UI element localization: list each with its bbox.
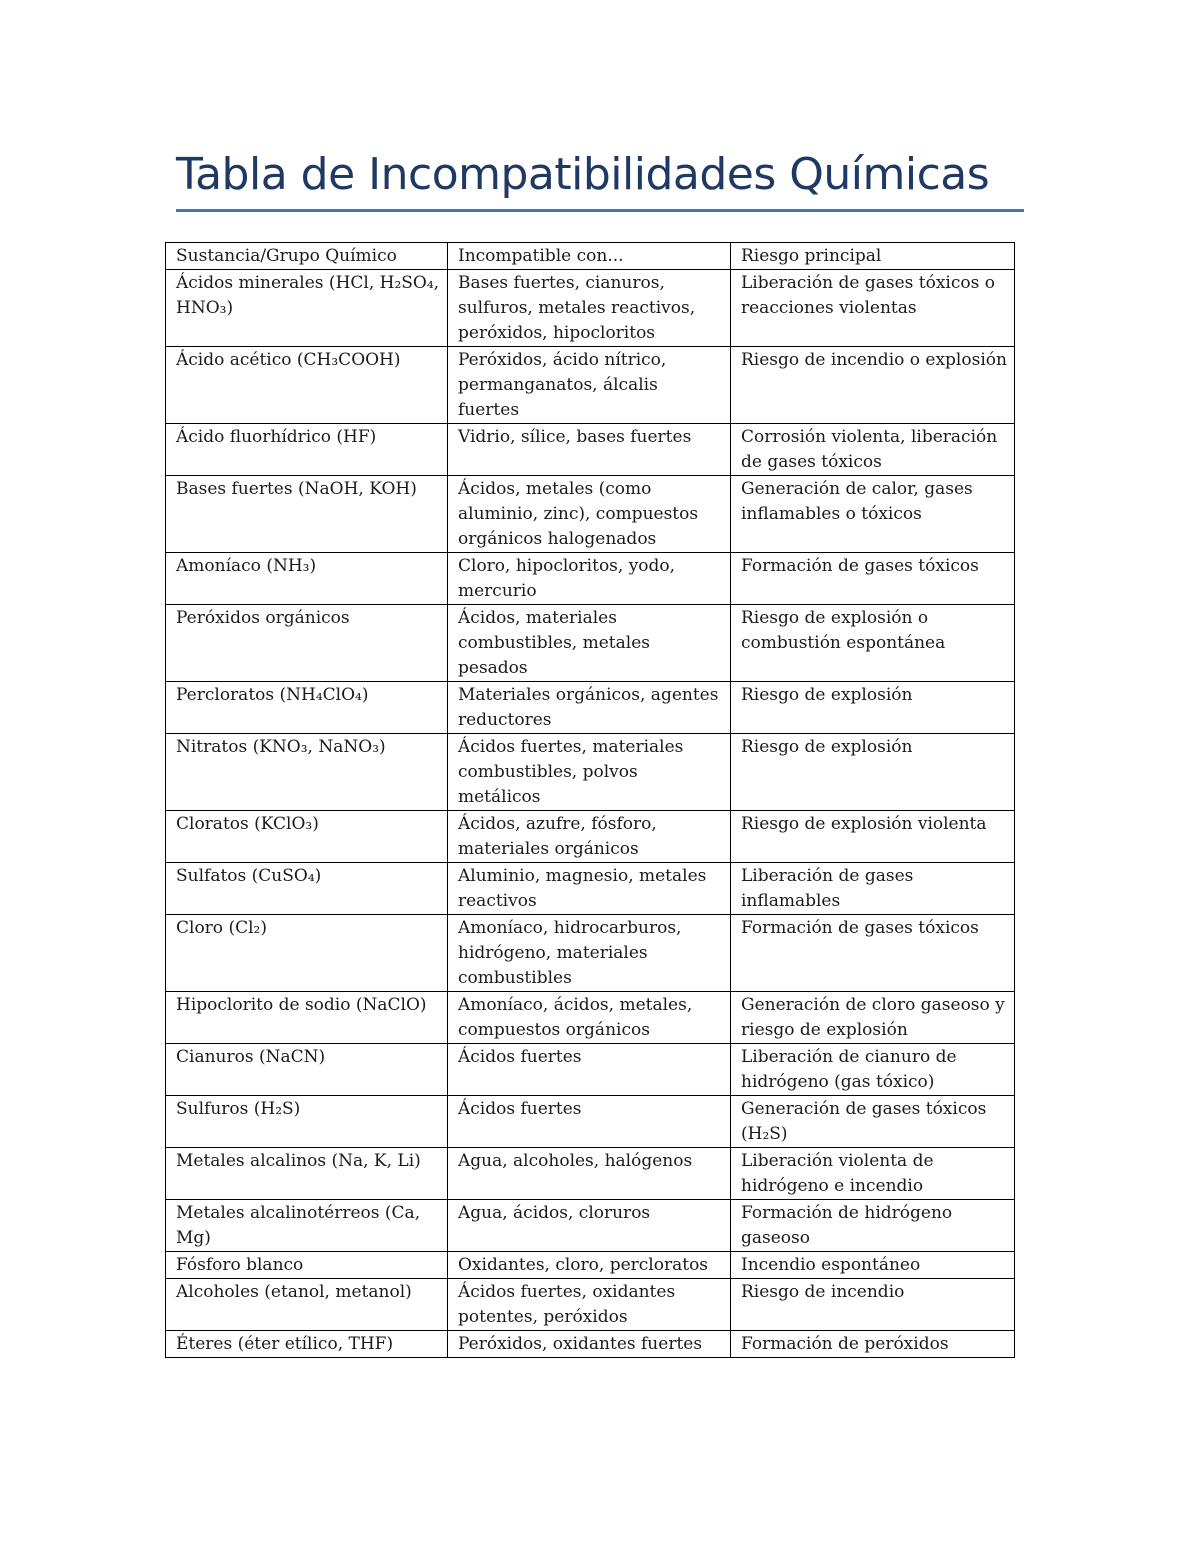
cell-main-risk: Riesgo de explosión	[731, 682, 1015, 734]
incompatibility-table	[165, 242, 1015, 1358]
cell-substance: Metales alcalinos (Na, K, Li)	[166, 1148, 448, 1200]
cell-main-risk: Riesgo de explosión o combustión espontánea	[731, 605, 1015, 682]
cell-main-risk: Generación de cloro gaseoso y riesgo de explosión	[731, 992, 1015, 1044]
table-row	[166, 553, 1015, 605]
cell-main-risk: Riesgo de incendio o explosión	[731, 347, 1015, 424]
cell-substance: Peróxidos orgánicos	[166, 605, 448, 682]
cell-substance: Amoníaco (NH₃)	[166, 553, 448, 605]
table-row	[166, 1252, 1015, 1279]
cell-substance: Sulfuros (H₂S)	[166, 1096, 448, 1148]
cell-substance: Fósforo blanco	[166, 1252, 448, 1279]
table-row	[166, 1331, 1015, 1358]
cell-incompatible-with: Ácidos fuertes	[448, 1044, 731, 1096]
table-row	[166, 270, 1015, 347]
cell-substance: Cloratos (KClO₃)	[166, 811, 448, 863]
cell-substance: Cianuros (NaCN)	[166, 1044, 448, 1096]
cell-main-risk: Riesgo de explosión violenta	[731, 811, 1015, 863]
cell-incompatible-with: Aluminio, magnesio, metales reactivos	[448, 863, 731, 915]
table-row	[166, 682, 1015, 734]
cell-incompatible-with: Materiales orgánicos, agentes reductores	[448, 682, 731, 734]
cell-substance: Metales alcalinotérreos (Ca, Mg)	[166, 1200, 448, 1252]
cell-main-risk: Liberación de gases inflamables	[731, 863, 1015, 915]
cell-substance: Sulfatos (CuSO₄)	[166, 863, 448, 915]
cell-main-risk: Generación de calor, gases inflamables o tóxicos	[731, 476, 1015, 553]
cell-incompatible-with: Peróxidos, oxidantes fuertes	[448, 1331, 731, 1358]
cell-incompatible-with: Peróxidos, ácido nítrico, permanganatos, álcalis fuertes	[448, 347, 731, 424]
table-row	[166, 1148, 1015, 1200]
cell-substance: Ácido fluorhídrico (HF)	[166, 424, 448, 476]
column-header-substance: Sustancia/Grupo Químico	[166, 243, 448, 270]
cell-incompatible-with: Ácidos fuertes	[448, 1096, 731, 1148]
table-row	[166, 1044, 1015, 1096]
column-header-risk: Riesgo principal	[731, 243, 1015, 270]
title-underline	[176, 209, 1024, 212]
cell-substance: Nitratos (KNO₃, NaNO₃)	[166, 734, 448, 811]
cell-main-risk: Generación de gases tóxicos (H₂S)	[731, 1096, 1015, 1148]
table-row	[166, 1279, 1015, 1331]
table-body	[166, 270, 1015, 1358]
table-row	[166, 915, 1015, 992]
cell-main-risk: Riesgo de explosión	[731, 734, 1015, 811]
cell-substance: Éteres (éter etílico, THF)	[166, 1331, 448, 1358]
cell-incompatible-with: Ácidos, azufre, fósforo, materiales orgánicos	[448, 811, 731, 863]
cell-main-risk: Corrosión violenta, liberación de gases tóxicos	[731, 424, 1015, 476]
table-row	[166, 424, 1015, 476]
cell-incompatible-with: Ácidos fuertes, oxidantes potentes, peróxidos	[448, 1279, 731, 1331]
cell-incompatible-with: Vidrio, sílice, bases fuertes	[448, 424, 731, 476]
cell-incompatible-with: Amoníaco, ácidos, metales, compuestos orgánicos	[448, 992, 731, 1044]
table-row	[166, 1096, 1015, 1148]
cell-main-risk: Formación de peróxidos	[731, 1331, 1015, 1358]
cell-incompatible-with: Oxidantes, cloro, percloratos	[448, 1252, 731, 1279]
cell-main-risk: Formación de hidrógeno gaseoso	[731, 1200, 1015, 1252]
cell-substance: Hipoclorito de sodio (NaClO)	[166, 992, 448, 1044]
cell-substance: Bases fuertes (NaOH, KOH)	[166, 476, 448, 553]
cell-incompatible-with: Bases fuertes, cianuros, sulfuros, metales reactivos, peróxidos, hipocloritos	[448, 270, 731, 347]
cell-incompatible-with: Amoníaco, hidrocarburos, hidrógeno, materiales combustibles	[448, 915, 731, 992]
table-row	[166, 811, 1015, 863]
table-row	[166, 476, 1015, 553]
cell-substance: Ácido acético (CH₃COOH)	[166, 347, 448, 424]
cell-main-risk: Incendio espontáneo	[731, 1252, 1015, 1279]
table-row	[166, 992, 1015, 1044]
cell-incompatible-with: Ácidos, materiales combustibles, metales pesados	[448, 605, 731, 682]
cell-main-risk: Liberación de cianuro de hidrógeno (gas tóxico)	[731, 1044, 1015, 1096]
page-title: Tabla de Incompatibilidades Químicas	[176, 149, 990, 200]
table-row	[166, 605, 1015, 682]
cell-incompatible-with: Agua, alcoholes, halógenos	[448, 1148, 731, 1200]
cell-incompatible-with: Cloro, hipocloritos, yodo, mercurio	[448, 553, 731, 605]
cell-main-risk: Liberación violenta de hidrógeno e incendio	[731, 1148, 1015, 1200]
table-row	[166, 347, 1015, 424]
cell-incompatible-with: Agua, ácidos, cloruros	[448, 1200, 731, 1252]
column-header-incompatible: Incompatible con...	[448, 243, 731, 270]
cell-main-risk: Formación de gases tóxicos	[731, 915, 1015, 992]
cell-main-risk: Liberación de gases tóxicos o reacciones violentas	[731, 270, 1015, 347]
cell-incompatible-with: Ácidos fuertes, materiales combustibles, polvos metálicos	[448, 734, 731, 811]
cell-incompatible-with: Ácidos, metales (como aluminio, zinc), compuestos orgánicos halogenados	[448, 476, 731, 553]
cell-substance: Ácidos minerales (HCl, H₂SO₄, HNO₃)	[166, 270, 448, 347]
table-row	[166, 1200, 1015, 1252]
cell-substance: Cloro (Cl₂)	[166, 915, 448, 992]
table-row	[166, 734, 1015, 811]
table-header-row	[166, 243, 1015, 270]
cell-substance: Percloratos (NH₄ClO₄)	[166, 682, 448, 734]
table-row	[166, 863, 1015, 915]
cell-main-risk: Riesgo de incendio	[731, 1279, 1015, 1331]
cell-main-risk: Formación de gases tóxicos	[731, 553, 1015, 605]
cell-substance: Alcoholes (etanol, metanol)	[166, 1279, 448, 1331]
